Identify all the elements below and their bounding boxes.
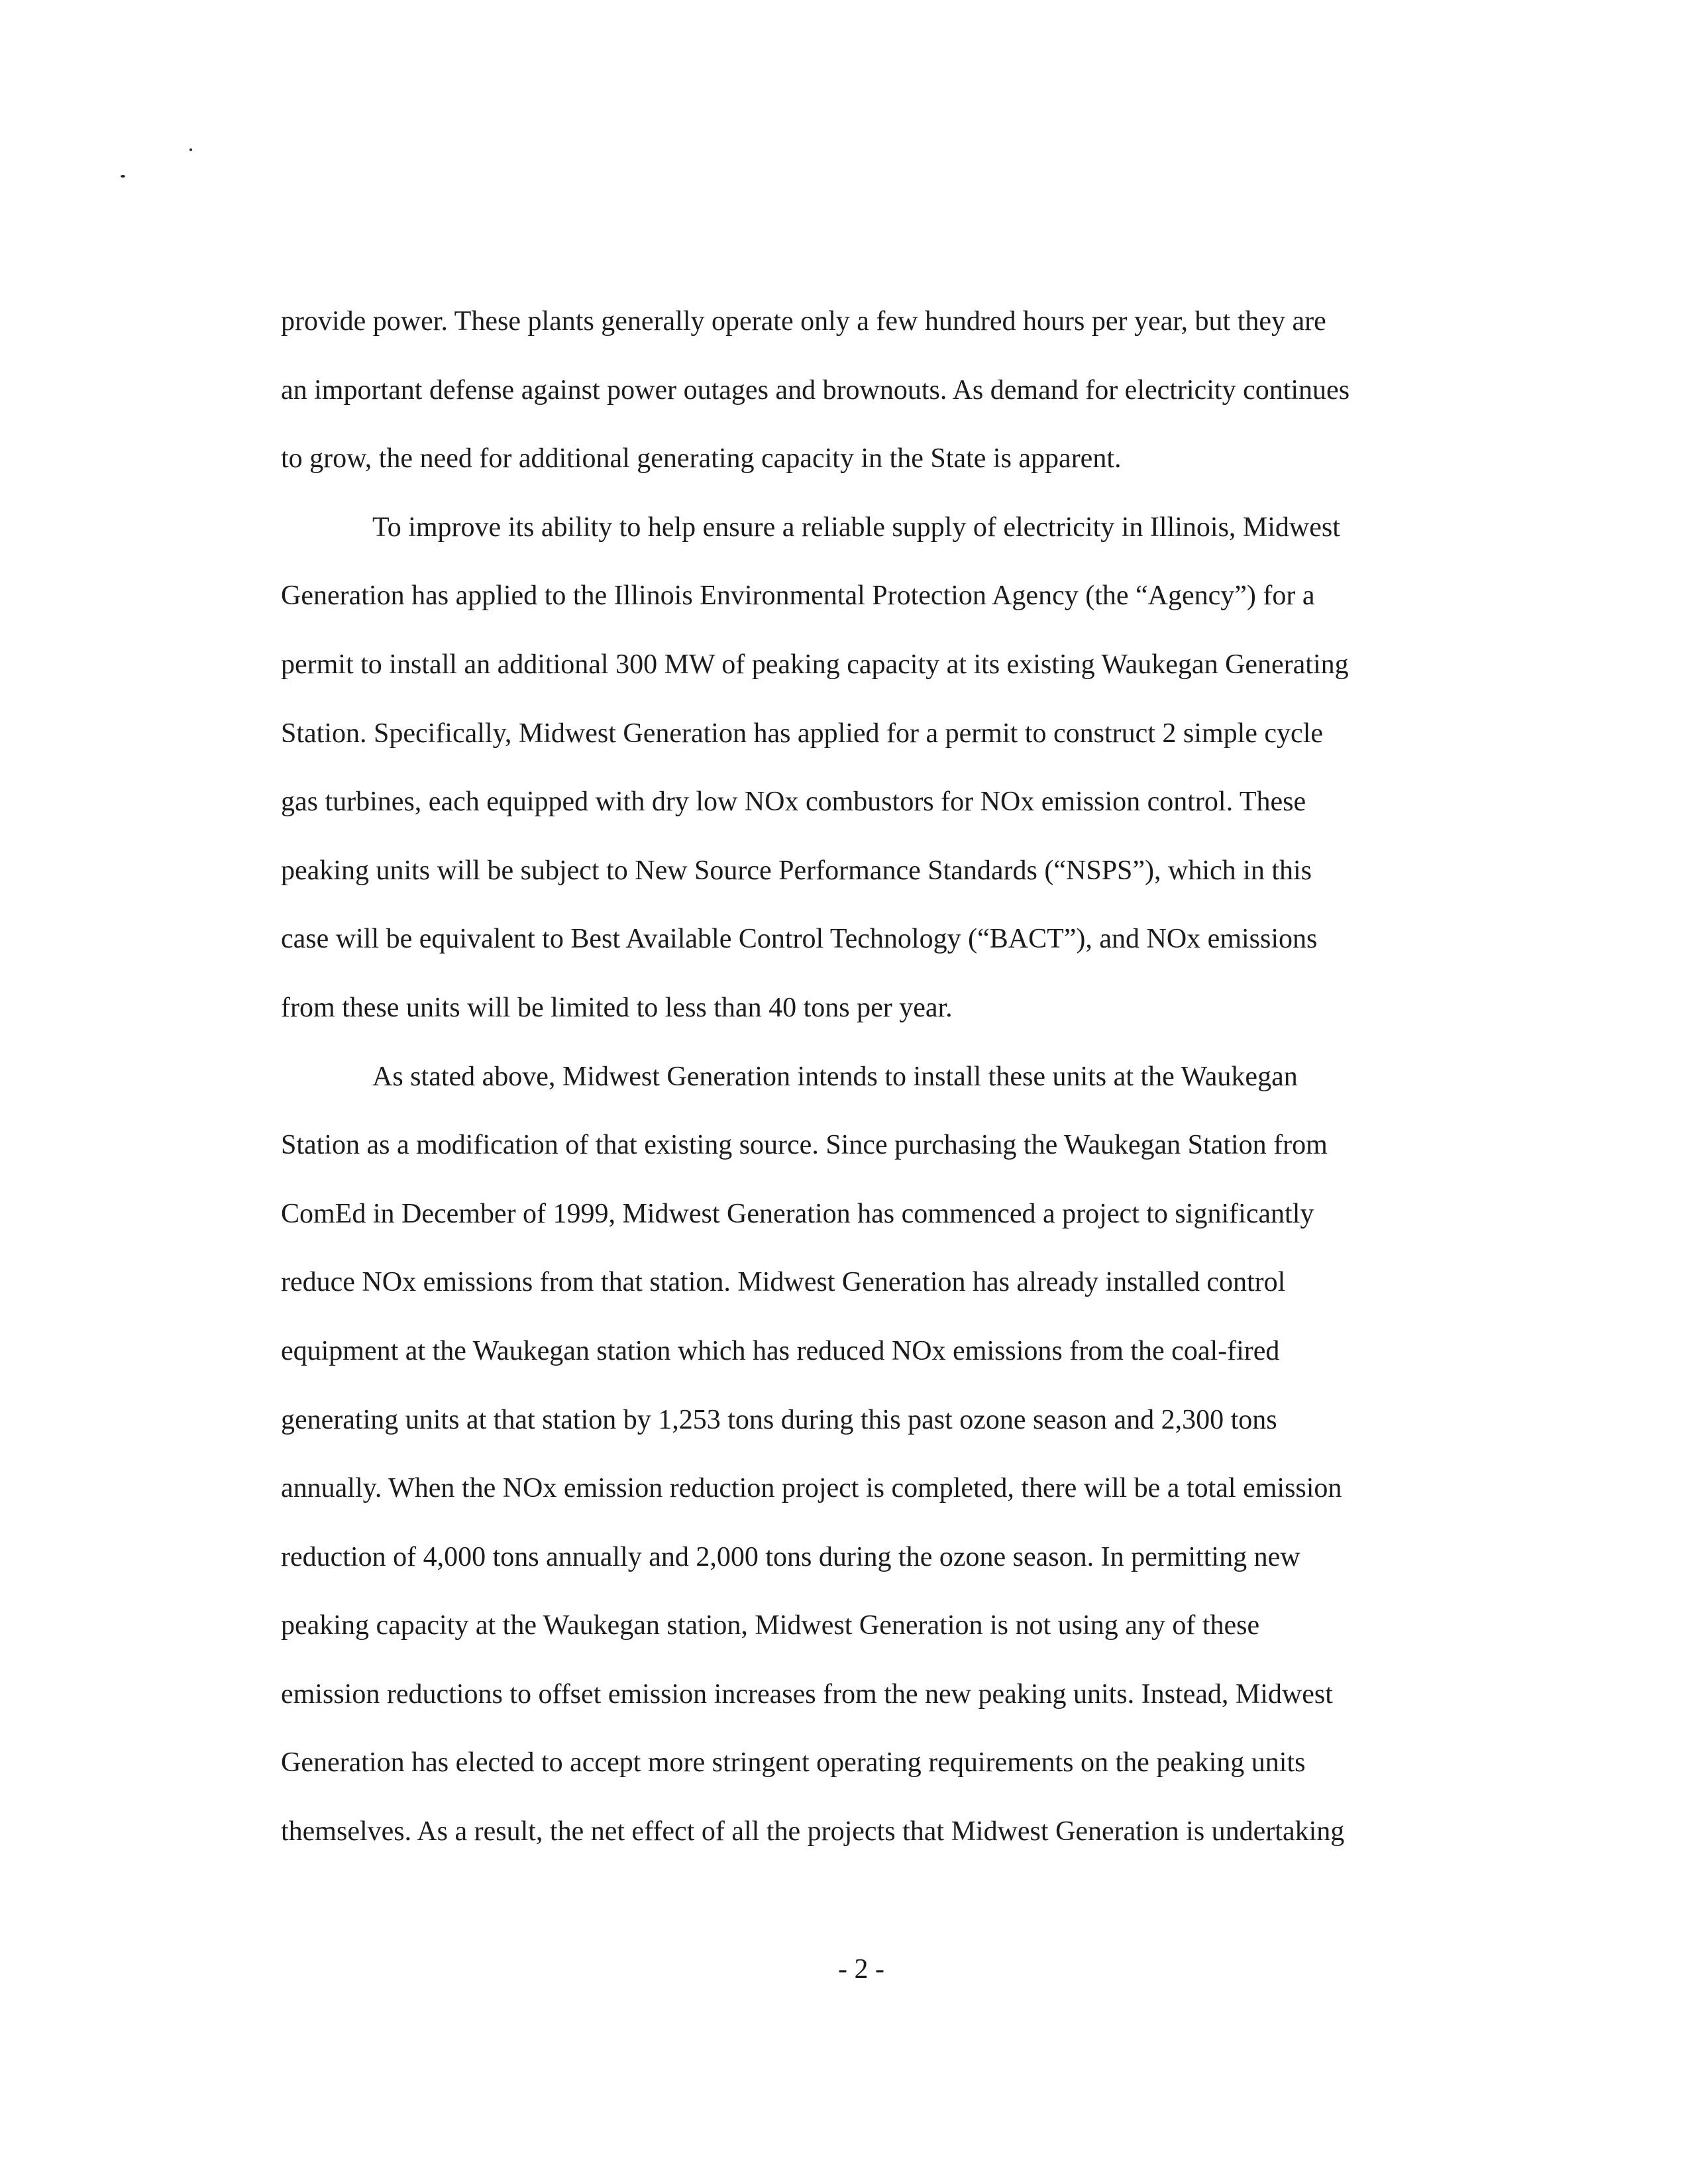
scan-speck xyxy=(121,175,125,178)
text-line: to grow, the need for additional generating capacity in the State is apparent. xyxy=(281,443,1122,474)
body-text xyxy=(281,288,1447,1867)
text-line: permit to install an additional 300 MW of peaking capacity at its existing Waukegan Generating xyxy=(281,649,1349,680)
text-line: peaking units will be subject to New Source Performance Standards (“NSPS”), which in this xyxy=(281,855,1312,886)
text-line: from these units will be limited to less than 40 tons per year. xyxy=(281,992,953,1023)
text-line: Station. Specifically, Midwest Generation has applied for a permit to construct 2 simple cycle xyxy=(281,718,1324,749)
text-line: gas turbines, each equipped with dry low NOx combustors for NOx emission control. These xyxy=(281,787,1306,818)
text-line: themselves. As a result, the net effect of all the projects that Midwest Generation is undertaking xyxy=(281,1816,1345,1847)
text-line: Station as a modification of that existing source. Since purchasing the Waukegan Station from xyxy=(281,1130,1328,1161)
text-line: an important defense against power outages and brownouts. As demand for electricity continues xyxy=(281,374,1350,406)
page-number: - 2 - xyxy=(838,1954,884,1985)
text-line: generating units at that station by 1,253 tons during this past ozone season and 2,300 tons xyxy=(281,1404,1277,1435)
text-line: reduction of 4,000 tons annually and 2,000 tons during the ozone season. In permitting new xyxy=(281,1541,1300,1572)
text-line: Generation has applied to the Illinois Environmental Protection Agency (the “Agency”) for a xyxy=(281,580,1315,612)
paragraph-start-line: As stated above, Midwest Generation intends to install these units at the Waukegan xyxy=(372,1061,1298,1092)
paragraph-start-line: To improve its ability to help ensure a reliable supply of electricity in Illinois, Midwest xyxy=(372,512,1340,543)
text-line: reduce NOx emissions from that station. Midwest Generation has already installed control xyxy=(281,1267,1286,1298)
text-line: ComEd in December of 1999, Midwest Generation has commenced a project to significantly xyxy=(281,1198,1314,1229)
text-line: case will be equivalent to Best Available Control Technology (“BACT”), and NOx emissions xyxy=(281,924,1318,955)
text-line: annually. When the NOx emission reduction project is completed, there will be a total emission xyxy=(281,1473,1342,1504)
text-line: emission reductions to offset emission increases from the new peaking units. Instead, Midwest xyxy=(281,1678,1333,1710)
text-line: Generation has elected to accept more stringent operating requirements on the peaking units xyxy=(281,1747,1306,1778)
text-line: peaking capacity at the Waukegan station, Midwest Generation is not using any of these xyxy=(281,1610,1260,1641)
scan-speck xyxy=(189,148,192,151)
text-line: equipment at the Waukegan station which has reduced NOx emissions from the coal-fired xyxy=(281,1335,1280,1366)
text-line: provide power. These plants generally operate only a few hundred hours per year, but they are xyxy=(281,306,1326,337)
